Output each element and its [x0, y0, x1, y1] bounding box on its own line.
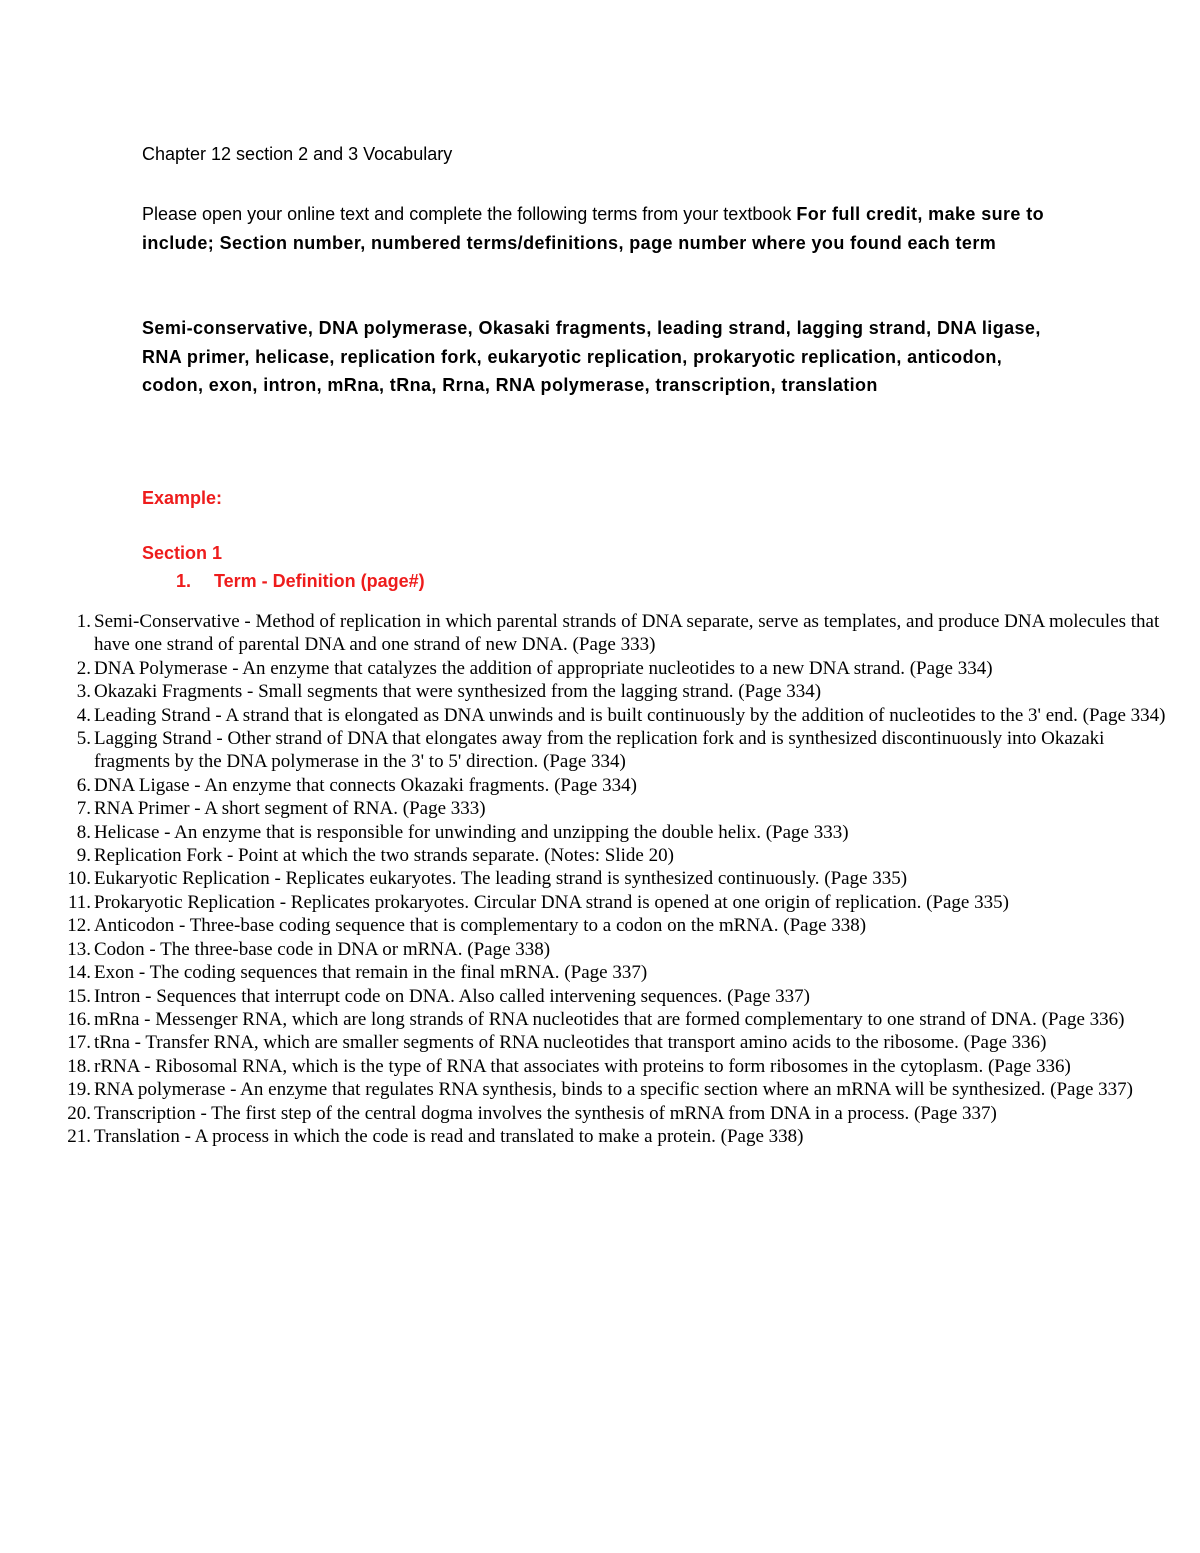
- definition-item: [0, 1031, 1200, 1054]
- definition-text: Helicase - An enzyme that is responsible for unwinding and unzipping the double helix. (Page 333): [94, 821, 849, 843]
- definition-item: [0, 1102, 1200, 1125]
- definition-item: [0, 610, 1200, 657]
- definition-text: Semi-Conservative - Method of replication in which parental strands of DNA separate, serve as templates, and produce DNA molecules that have one strand of parental DNA and one strand of new DNA. (Page 333): [94, 611, 1160, 656]
- definition-number: 6.: [76, 774, 91, 796]
- definition-text: Anticodon - Three-base coding sequence that is complementary to a codon on the mRNA. (Page 338): [94, 915, 867, 937]
- definition-text: rRNA - Ribosomal RNA, which is the type of RNA that associates with proteins to form ribosomes in the cytoplasm. (Page 336): [94, 1055, 1071, 1077]
- definition-number: 12.: [67, 915, 91, 937]
- definition-item: [0, 704, 1200, 727]
- definition-item: [0, 727, 1200, 774]
- definition-item: [0, 1078, 1200, 1101]
- definition-text: Leading Strand - A strand that is elongated as DNA unwinds and is built continuously by the addition of nucleotides to the 3' end. (Page 334): [94, 704, 1166, 726]
- definition-text: RNA polymerase - An enzyme that regulates RNA synthesis, binds to a specific section where an mRNA will be synthesized. (Page 337): [94, 1079, 1133, 1101]
- definition-text: DNA Polymerase - An enzyme that catalyzes the addition of appropriate nucleotides to a new DNA strand. (Page 334): [94, 657, 993, 679]
- definition-text: Codon - The three-base code in DNA or mRNA. (Page 338): [94, 938, 551, 960]
- definition-text: Okazaki Fragments - Small segments that were synthesized from the lagging strand. (Page 334): [94, 681, 822, 703]
- definition-number: 2.: [76, 657, 91, 679]
- definition-number: 21.: [67, 1125, 91, 1147]
- definition-number: 20.: [67, 1102, 91, 1124]
- definition-number: 18.: [67, 1055, 91, 1077]
- definition-item: [0, 680, 1200, 703]
- definition-text: Intron - Sequences that interrupt code on DNA. Also called intervening sequences. (Page 337): [94, 985, 810, 1007]
- definition-item: [0, 985, 1200, 1008]
- definition-item: [0, 891, 1200, 914]
- definition-item: [0, 961, 1200, 984]
- example-section-heading: Section 1: [142, 543, 223, 563]
- definition-number: 4.: [76, 704, 91, 726]
- definition-text: Replication Fork - Point at which the two strands separate. (Notes: Slide 20): [94, 845, 674, 867]
- definition-number: 8.: [76, 821, 91, 843]
- definition-number: 1.: [76, 611, 91, 632]
- definition-text: Exon - The coding sequences that remain in the final mRNA. (Page 337): [94, 962, 648, 984]
- instructions-text: Please open your online text and complete the following terms from your textbook: [142, 204, 797, 224]
- definition-item: [0, 938, 1200, 961]
- example-item-number: 1.: [176, 571, 192, 591]
- definition-text: Eukaryotic Replication - Replicates eukaryotes. The leading strand is synthesized continuously. (Page 335): [94, 868, 908, 890]
- definition-number: 15.: [67, 985, 91, 1007]
- definition-item: [0, 867, 1200, 890]
- definition-number: 19.: [67, 1079, 91, 1101]
- example-format-item: [176, 569, 425, 593]
- definition-number: 11.: [67, 891, 91, 913]
- definition-number: 13.: [67, 938, 91, 960]
- definition-text: Lagging Strand - Other strand of DNA that elongates away from the replication fork and is synthesized discontinuously into Okazaki fragments by the DNA polymerase in the 3' to 5' direction. (Page 334): [94, 728, 1105, 773]
- definition-number: 3.: [76, 681, 91, 703]
- definition-item: [0, 1055, 1200, 1078]
- definition-text: DNA Ligase - An enzyme that connects Okazaki fragments. (Page 334): [94, 774, 637, 796]
- definition-number: 16.: [67, 1008, 91, 1030]
- definition-number: 7.: [76, 798, 91, 820]
- instructions-paragraph: [142, 200, 1062, 257]
- definition-item: [0, 657, 1200, 680]
- definition-text: Transcription - The first step of the central dogma involves the synthesis of mRNA from DNA in a process. (Page 337): [94, 1102, 997, 1124]
- instructions-requirements: For full credit, make sure to include; Section number, numbered terms/definitions, page number where you found each term: [142, 204, 1045, 253]
- definition-item: [0, 821, 1200, 844]
- definition-number: 17.: [67, 1032, 91, 1054]
- definition-number: 5.: [76, 728, 91, 750]
- definition-item: [0, 1008, 1200, 1031]
- definition-number: 9.: [76, 845, 91, 867]
- definitions-list: [0, 610, 1200, 1148]
- example-item-text: Term - Definition (page#): [214, 571, 425, 591]
- definition-item: [0, 1125, 1200, 1148]
- definition-item: [0, 914, 1200, 937]
- definition-text: tRna - Transfer RNA, which are smaller segments of RNA nucleotides that transport amino acids to the ribosome. (Page 336): [94, 1032, 1047, 1054]
- definition-text: RNA Primer - A short segment of RNA. (Page 333): [94, 798, 486, 820]
- definition-text: mRna - Messenger RNA, which are long strands of RNA nucleotides that are formed complementary to one strand of DNA. (Page 336): [94, 1008, 1125, 1030]
- definition-item: [0, 844, 1200, 867]
- document-title: Chapter 12 section 2 and 3 Vocabulary: [142, 144, 453, 164]
- definition-item: [0, 774, 1200, 797]
- definition-number: 10.: [67, 868, 91, 890]
- example-label: Example:: [142, 488, 223, 508]
- definition-text: Prokaryotic Replication - Replicates prokaryotes. Circular DNA strand is opened at one origin of replication. (Page 335): [94, 891, 1009, 913]
- definition-item: [0, 797, 1200, 820]
- terms-list: Semi-conservative, DNA polymerase, Okasaki fragments, leading strand, lagging strand, DNA ligase, RNA primer, helicase, replication fork, eukaryotic replication, prokaryotic replication, anticodon, codon, exon, intron, mRna, tRna, Rrna, RNA polymerase, transcription, translation: [142, 318, 1041, 395]
- definition-number: 14.: [67, 962, 91, 984]
- definition-text: Translation - A process in which the code is read and translated to make a protein. (Page 338): [94, 1125, 804, 1147]
